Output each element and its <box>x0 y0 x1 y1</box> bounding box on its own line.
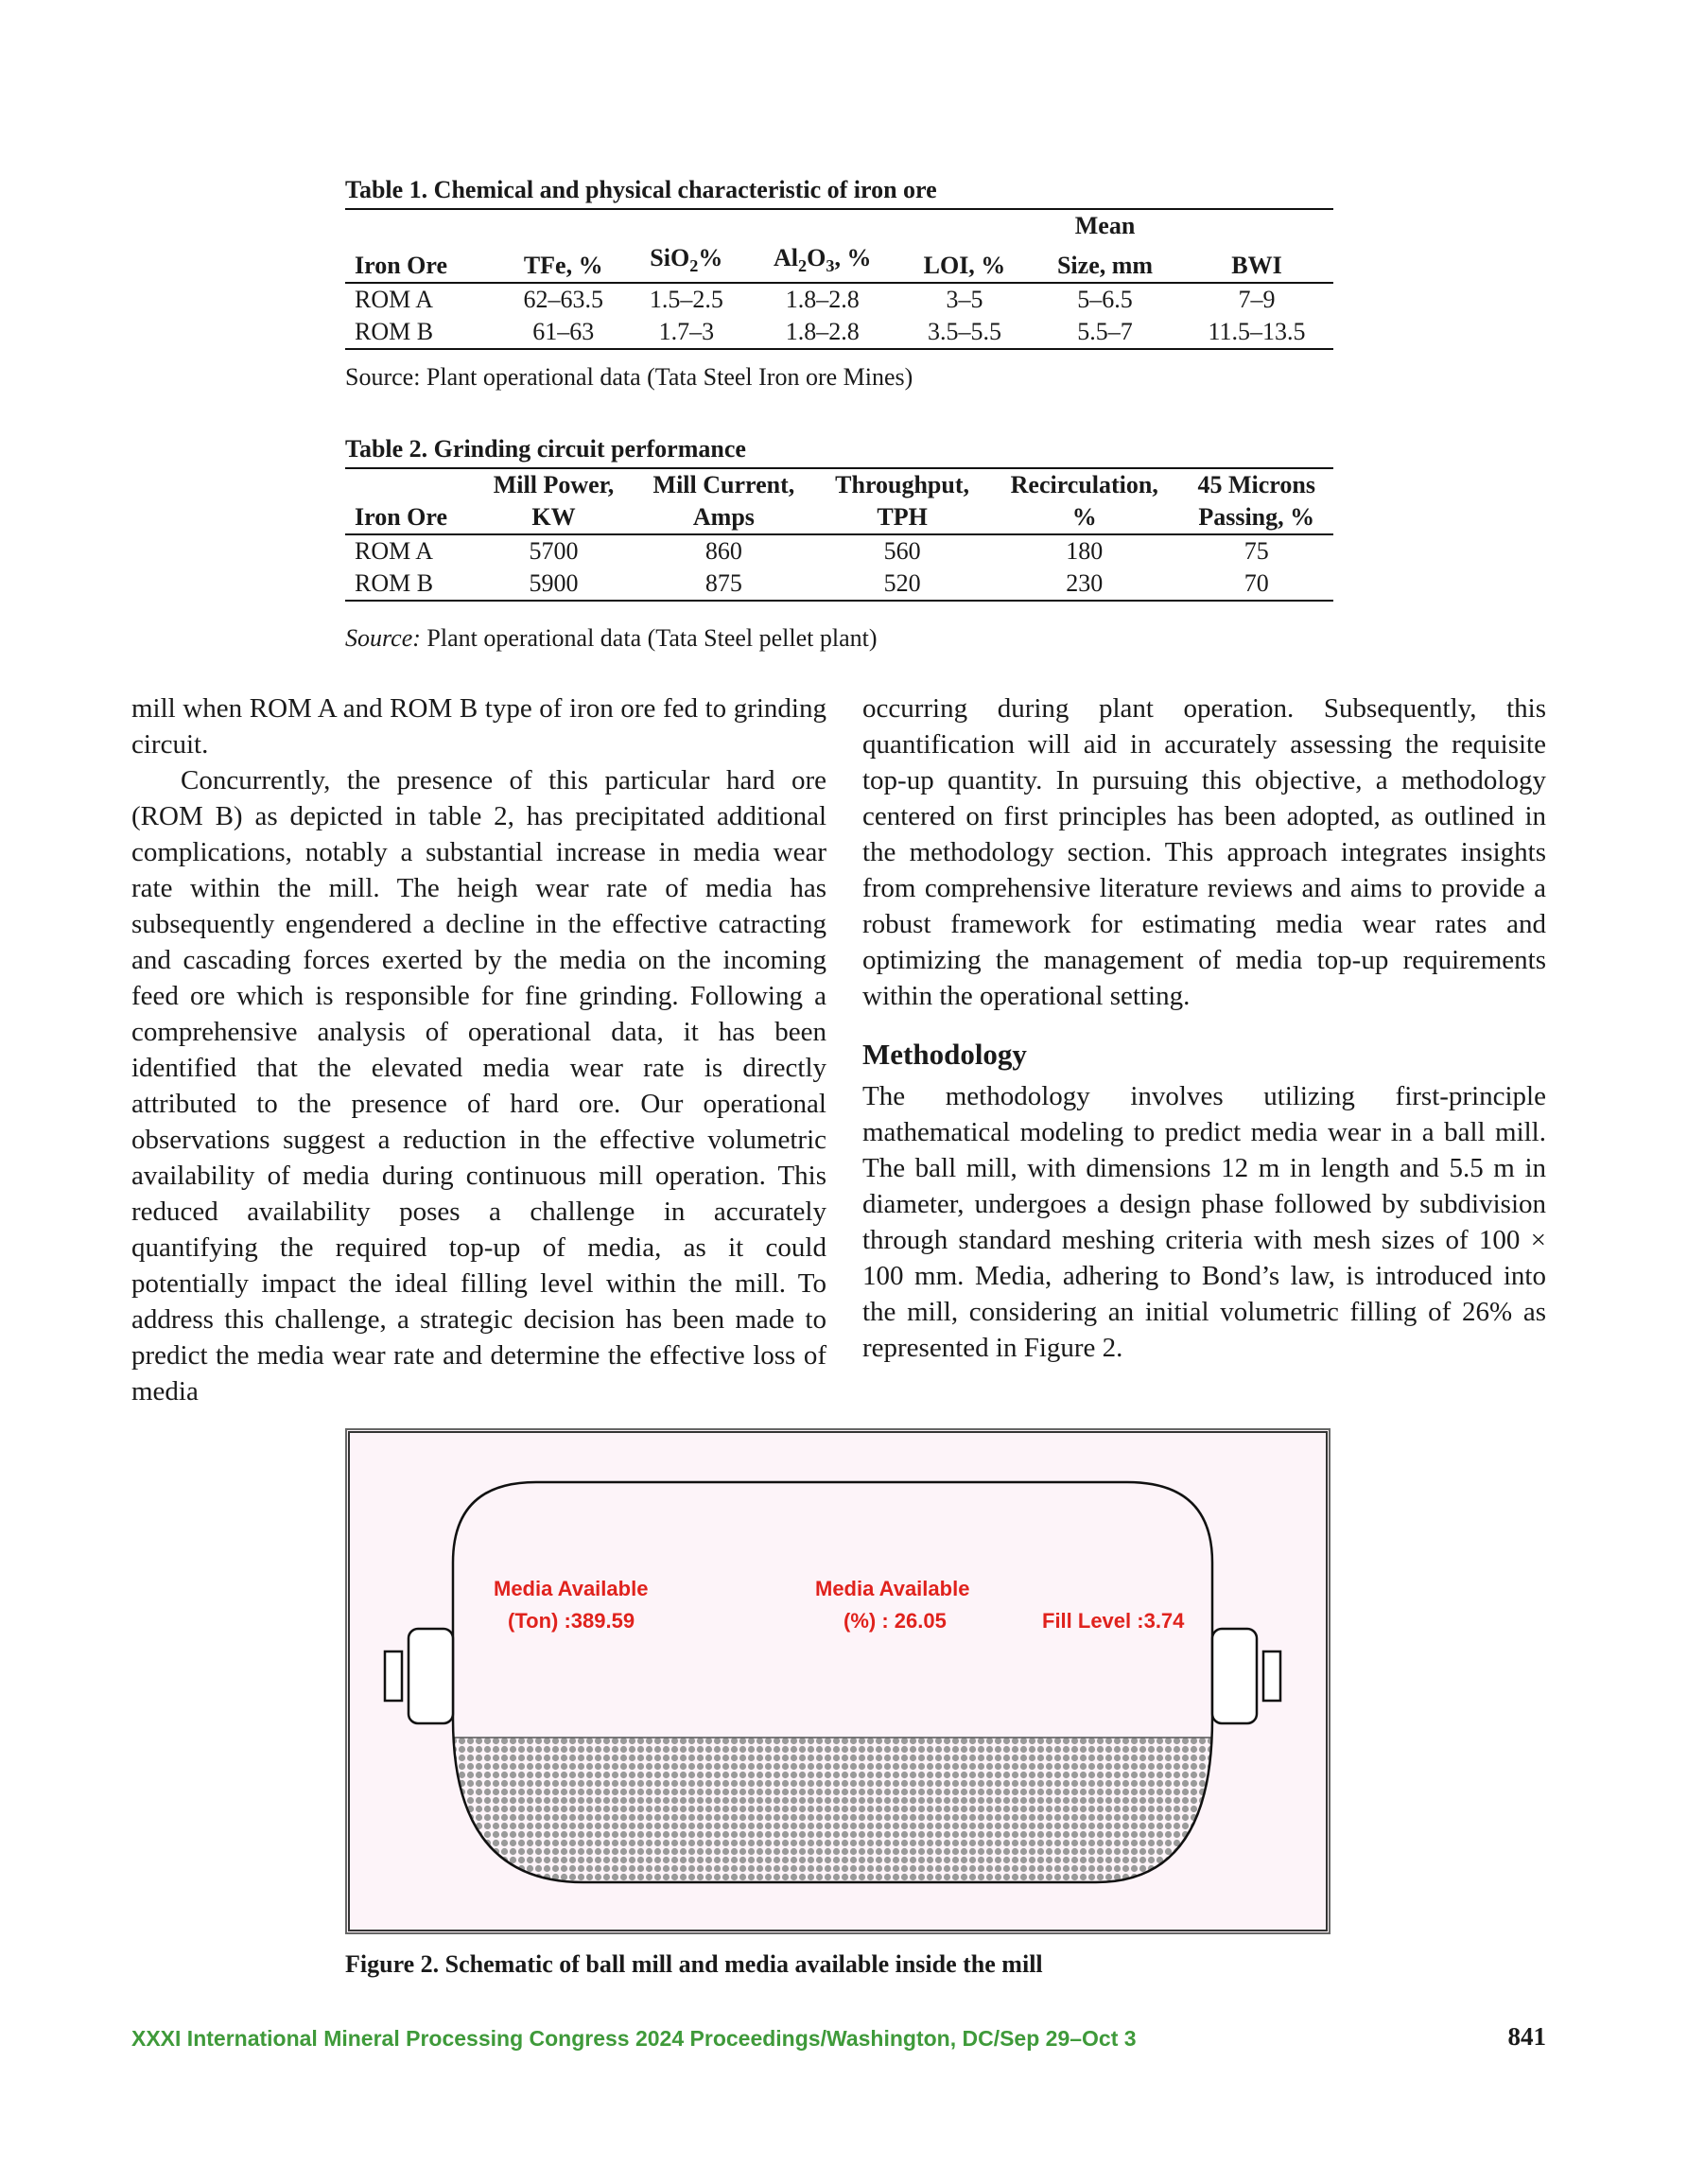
table-1-source: Source: Plant operational data (Tata Steel Iron ore Mines) <box>345 363 913 391</box>
t1-header-bwi: BWI <box>1180 242 1333 283</box>
table-cell: 560 <box>815 534 989 568</box>
page-footer <box>131 2022 1546 2060</box>
table-cell: 5.5–7 <box>1030 316 1180 349</box>
table-1-caption: Table 1. Chemical and physical characteristic of iron ore <box>345 176 937 203</box>
figure-2-caption: Figure 2. Schematic of ball mill and media available inside the mill <box>345 1950 1043 1978</box>
table-cell: ROM B <box>345 568 475 601</box>
table-1-grid <box>345 208 1333 350</box>
table-cell: 75 <box>1179 534 1333 568</box>
table-2-source: Source: Plant operational data (Tata Steel pellet plant) <box>345 624 878 652</box>
label-media-pct-1: Media Available <box>815 1577 970 1600</box>
section-heading-methodology: Methodology <box>862 1038 1027 1071</box>
t1-header-sio2: SiO$_2$% <box>627 242 745 283</box>
left-trunnion <box>409 1629 453 1723</box>
table-cell: 70 <box>1179 568 1333 601</box>
table-row <box>345 534 1333 568</box>
table-cell: 3.5–5.5 <box>899 316 1030 349</box>
table-cell: 62–63.5 <box>499 283 627 316</box>
label-media-ton-1: Media Available <box>494 1577 649 1600</box>
table-cell: ROM A <box>345 283 499 316</box>
left-paragraph-1: mill when ROM A and ROM B type of iron ore fed to grinding circuit. <box>131 693 826 760</box>
page-number: 841 <box>1507 2022 1546 2051</box>
table-cell: 7–9 <box>1180 283 1333 316</box>
footer-conference: XXXI International Mineral Processing Congress 2024 Proceedings/Washington, DC/Sep 29–Oct 3 <box>131 2026 1137 2051</box>
t2-header-microns-1: 45 Microns <box>1179 468 1333 501</box>
label-fill-level: Fill Level :3.74 <box>1042 1609 1185 1633</box>
t2-header-current-1: Mill Current, <box>633 468 815 501</box>
right-paragraph-1: occurring during plant operation. Subsequently, this quantification will aid in accurately assessing the requisite top-up quantity. In pursuing this objective, a methodology centered on first principles has been adopted, as outlined in the methodology section. This approach integrates insights from comprehensive literature reviews and aims to provide a robust framework for estimating media wear rates and optimizing the management of media top-up requirements within the operational setting. <box>862 693 1546 1011</box>
t1-header-loi: LOI, % <box>899 242 1030 283</box>
table-row <box>345 283 1333 316</box>
left-column <box>131 690 826 1409</box>
table-cell: ROM B <box>345 316 499 349</box>
table-cell: 5900 <box>475 568 632 601</box>
table-row <box>345 568 1333 601</box>
left-shaft <box>385 1651 402 1701</box>
t2-header-microns-2: Passing, % <box>1179 501 1333 534</box>
t2-header-throughput-1: Throughput, <box>815 468 989 501</box>
table-cell: 1.5–2.5 <box>627 283 745 316</box>
right-column <box>862 690 1546 1366</box>
t2-header-current-2: Amps <box>633 501 815 534</box>
right-shaft <box>1263 1651 1280 1701</box>
figure-2-ball-mill <box>345 1428 1330 1934</box>
table-cell: 11.5–13.5 <box>1180 316 1333 349</box>
table-cell: 61–63 <box>499 316 627 349</box>
table-cell: 180 <box>989 534 1179 568</box>
grinding-media-charge <box>453 1738 1212 1889</box>
t2-header-recirc-2: % <box>989 501 1179 534</box>
t2-header-power-2: KW <box>475 501 632 534</box>
table-2 <box>345 435 1333 602</box>
table-cell: 230 <box>989 568 1179 601</box>
table-cell: ROM A <box>345 534 475 568</box>
t1-header-mean-2: Size, mm <box>1030 242 1180 283</box>
label-media-pct-2: (%) : 26.05 <box>844 1609 947 1633</box>
table-cell: 520 <box>815 568 989 601</box>
left-paragraph-2: Concurrently, the presence of this particular hard ore (ROM B) as depicted in table 2, has precipitated additional complications, notably a substantial increase in media wear rate within the mill. The heigh wear rate of media has subsequently engendered a decline in the effective catracting and cascading forces exerted by the media on the incoming feed ore which is responsible for fine grinding. Following a comprehensive analysis of operational data, it has been identified that the elevated media wear rate is directly attributed to the presence of hard ore. Our operational observations suggest a reduction in the effective volumetric availability of media during continuous mill operation. This reduced availability poses a challenge in accurately quantifying the required top-up of media, as it could potentially impact the ideal filling level within the mill. To address this challenge, a strategic decision has been made to predict the media wear rate and determine the effective loss of media <box>131 765 826 1406</box>
table-row <box>345 316 1333 349</box>
t1-header-iron-ore: Iron Ore <box>345 242 499 283</box>
table-cell: 1.8–2.8 <box>746 316 899 349</box>
table-2-grid <box>345 467 1333 602</box>
table-cell: 5–6.5 <box>1030 283 1180 316</box>
t2-header-recirc-1: Recirculation, <box>989 468 1179 501</box>
table-cell: 860 <box>633 534 815 568</box>
table-cell: 875 <box>633 568 815 601</box>
table-cell: 1.7–3 <box>627 316 745 349</box>
t1-header-al2o3: $Al_2O_3$, % <box>746 242 899 283</box>
table-2-caption: Table 2. Grinding circuit performance <box>345 435 746 463</box>
right-paragraph-2: The methodology involves utilizing first-principle mathematical modeling to predict media wear in a ball mill. The ball mill, with dimensions 12 m in length and 5.5 m in diameter, undergoes a design phase followed by subdivision through standard meshing criteria with mesh sizes of 100 × 100 mm. Media, adhering to Bond’s law, is introduced into the mill, considering an initial volumetric filling of 26% as represented in Figure 2. <box>862 1081 1546 1363</box>
t1-header-mean-1: Mean <box>1030 209 1180 242</box>
label-media-ton-2: (Ton) :389.59 <box>508 1609 635 1633</box>
ball-mill-schematic <box>347 1430 1329 1932</box>
t1-header-tfe: TFe, % <box>499 242 627 283</box>
table-cell: 1.8–2.8 <box>746 283 899 316</box>
table-cell: 5700 <box>475 534 632 568</box>
table-1 <box>345 176 1333 350</box>
t2-header-power-1: Mill Power, <box>475 468 632 501</box>
t2-header-iron-ore: Iron Ore <box>345 501 475 534</box>
right-trunnion <box>1212 1629 1257 1723</box>
t2-header-throughput-2: TPH <box>815 501 989 534</box>
table-cell: 3–5 <box>899 283 1030 316</box>
